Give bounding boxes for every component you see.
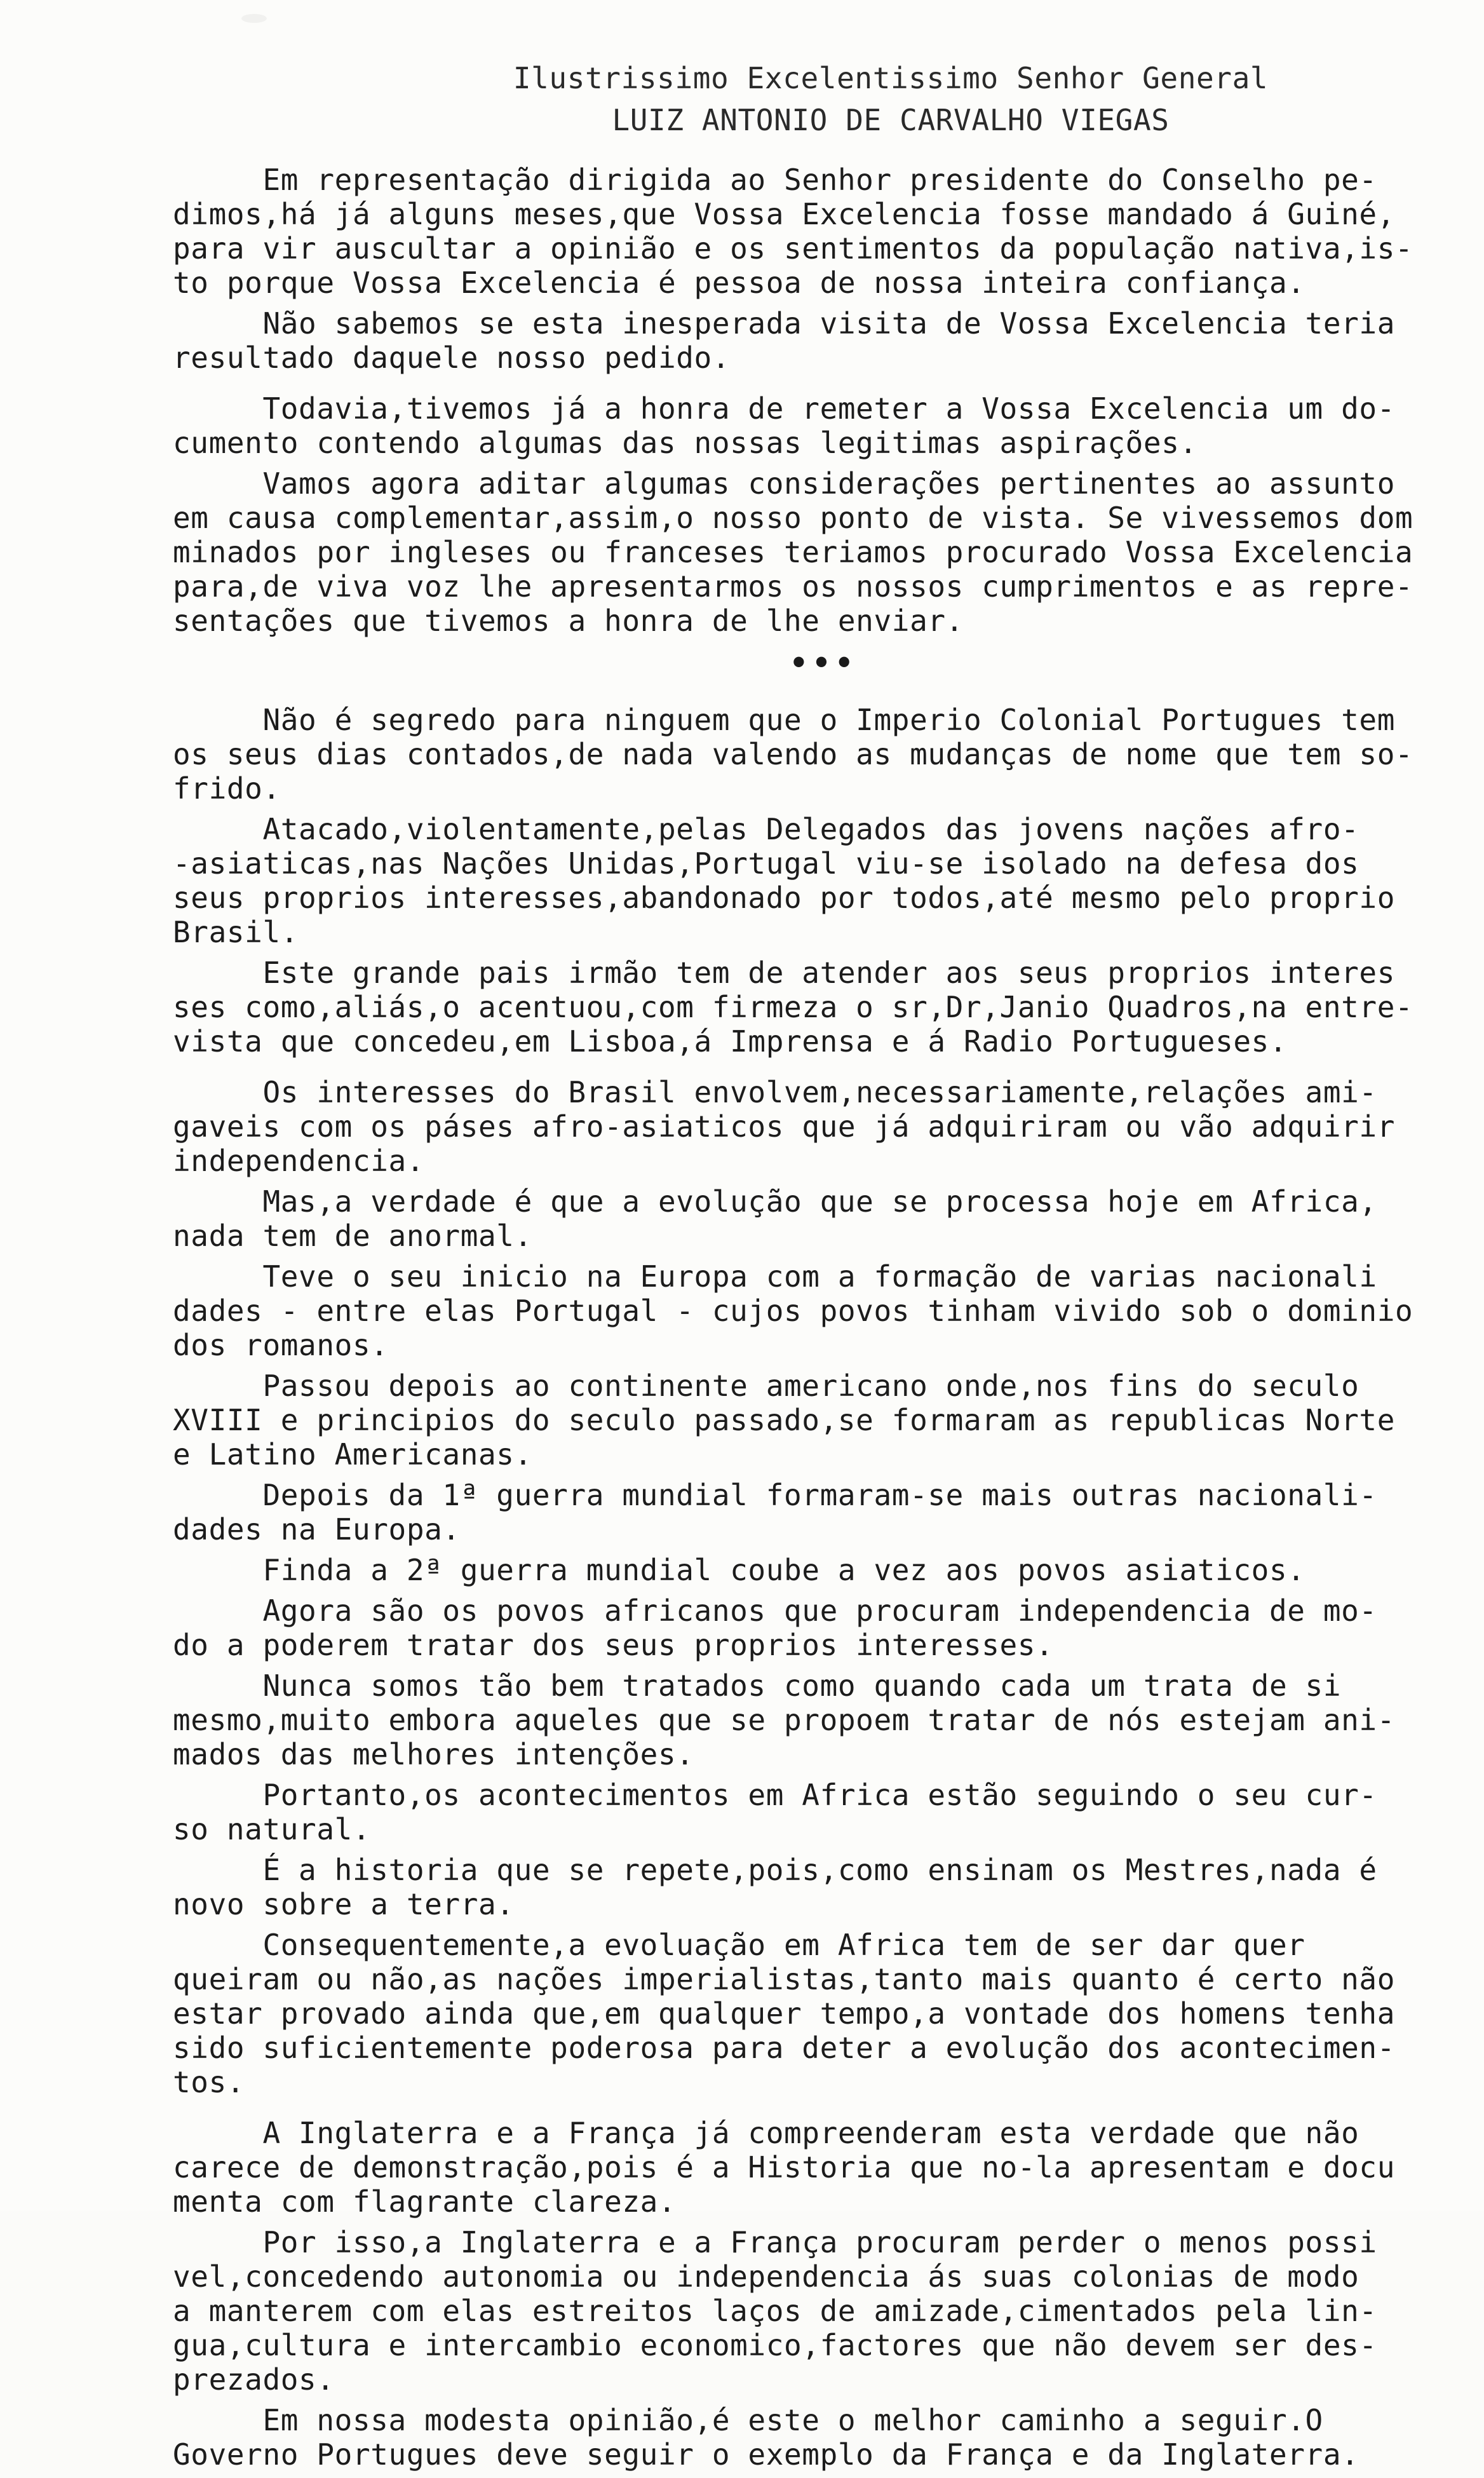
paragraph xyxy=(173,391,1475,460)
text-line: Não é segredo para ninguem que o Imperio Colonial Portugues tem xyxy=(173,703,1396,737)
text-line: Depois da 1ª guerra mundial formaram-se mais outras nacionali- xyxy=(173,1478,1377,1512)
salutation: Ilustrissimo Excelentissimo Senhor General xyxy=(513,61,1269,95)
text-line: mesmo,muito embora aqueles que se propoem tratar de nós estejam ani- xyxy=(173,1703,1396,1737)
text-line: Os interesses do Brasil envolvem,necessariamente,relações ami- xyxy=(173,1075,1377,1109)
text-line: menta com flagrante clareza. xyxy=(173,2184,677,2219)
text-line: ses como,aliás,o acentuou,com firmeza o sr,Dr,Janio Quadros,na entre- xyxy=(173,990,1413,1024)
text-line: do a poderem tratar dos seus proprios interesses. xyxy=(173,1628,1054,1662)
paragraph xyxy=(173,1928,1475,2099)
text-line: Por isso,a Inglaterra e a França procuram perder o menos possi xyxy=(173,2225,1377,2259)
text-line: Em representação dirigida ao Senhor presidente do Conselho pe- xyxy=(173,163,1377,197)
text-line: Portanto,os acontecimentos em Africa estão seguindo o seu cur- xyxy=(173,1778,1377,1812)
text-line: carece de demonstração,pois é a Historia que no-la apresentam e docu xyxy=(173,2150,1396,2184)
paragraph xyxy=(173,703,1475,806)
text-line: minados por ingleses ou franceses teriamos procurado Vossa Excelencia xyxy=(173,535,1413,569)
text-line: so natural. xyxy=(173,1812,371,1846)
text-line: gua,cultura e intercambio economico,factores que não devem ser des- xyxy=(173,2328,1377,2362)
text-line: dades - entre elas Portugal - cujos povos tinham vivido sob o dominio xyxy=(173,1294,1413,1328)
paragraph xyxy=(173,2403,1475,2472)
text-line: Governo Portugues deve seguir o exemplo da França e da Inglaterra. xyxy=(173,2437,1359,2472)
text-line: Nunca somos tão bem tratados como quando cada um trata de si xyxy=(173,1669,1342,1703)
paragraph xyxy=(173,812,1475,949)
text-line: -asiaticas,nas Nações Unidas,Portugal viu-se isolado na defesa dos xyxy=(173,846,1359,881)
text-line: seus proprios interesses,abandonado por todos,até mesmo pelo proprio xyxy=(173,881,1396,915)
paragraph xyxy=(173,1075,1475,1178)
text-line: XVIII e principios do seculo passado,se formaram as republicas Norte xyxy=(173,1403,1396,1437)
text-line: dimos,há já alguns meses,que Vossa Excelencia fosse mandado á Guiné, xyxy=(173,197,1396,231)
paragraph xyxy=(173,1259,1475,1362)
paragraph xyxy=(173,466,1475,638)
text-line: estar provado ainda que,em qualquer tempo,a vontade dos homens tenha xyxy=(173,1996,1396,2031)
paragraph xyxy=(173,1778,1475,1846)
text-line: sentações que tivemos a honra de lhe enviar. xyxy=(173,604,964,638)
text-line: Agora são os povos africanos que procuram independencia de mo- xyxy=(173,1594,1377,1628)
text-line: independencia. xyxy=(173,1144,425,1178)
text-line: os seus dias contados,de nada valendo as mudanças de nome que tem so- xyxy=(173,737,1413,771)
text-line: prezados. xyxy=(173,2362,335,2397)
text-line: tos. xyxy=(173,2065,245,2099)
addressee-name: LUIZ ANTONIO DE CARVALHO VIEGAS xyxy=(612,103,1170,137)
paragraph xyxy=(173,1669,1475,1771)
text-line: Mas,a verdade é que a evolução que se processa hoje em Africa, xyxy=(173,1184,1377,1219)
text-line: novo sobre a terra. xyxy=(173,1887,515,1921)
text-line: para,de viva voz lhe apresentarmos os nossos cumprimentos e as repre- xyxy=(173,569,1413,604)
paragraph xyxy=(173,163,1475,300)
paragraph xyxy=(173,306,1475,375)
text-line: Este grande pais irmão tem de atender aos seus proprios interes xyxy=(173,956,1396,990)
text-line: cumento contendo algumas das nossas legitimas aspirações. xyxy=(173,426,1197,460)
typewritten-letter xyxy=(173,61,1475,2478)
paragraph xyxy=(173,1853,1475,1921)
text-line: gaveis com os páses afro-asiaticos que já adquiriram ou vão adquirir xyxy=(173,1109,1396,1144)
text-line: Em nossa modesta opinião,é este o melhor caminho a seguir.O xyxy=(173,2403,1323,2437)
text-line: Atacado,violentamente,pelas Delegados das jovens nações afro- xyxy=(173,812,1359,846)
text-line: A Inglaterra e a França já compreenderam esta verdade que não xyxy=(173,2116,1359,2150)
text-line: e Latino Americanas. xyxy=(173,1437,532,1472)
text-line: Passou depois ao continente americano onde,nos fins do seculo xyxy=(173,1369,1359,1403)
text-line: Não sabemos se esta inesperada visita de Vossa Excelencia teria xyxy=(173,306,1396,341)
text-line: vel,concedendo autonomia ou independencia ás suas colonias de modo xyxy=(173,2259,1359,2294)
text-line: Finda a 2ª guerra mundial coube a vez aos povos asiaticos. xyxy=(173,1553,1305,1587)
text-line: dades na Europa. xyxy=(173,1512,461,1547)
paragraph xyxy=(173,956,1475,1059)
paragraph xyxy=(173,2225,1475,2397)
paragraph xyxy=(173,2116,1475,2219)
paper-mark xyxy=(241,14,267,23)
text-line: Brasil. xyxy=(173,915,299,949)
text-line: a manterem com elas estreitos laços de amizade,cimentados pela lin- xyxy=(173,2294,1377,2328)
text-line: em causa complementar,assim,o nosso ponto de vista. Se vivessemos dom xyxy=(173,501,1413,535)
text-line: vista que concedeu,em Lisboa,á Imprensa e á Radio Portugueses. xyxy=(173,1024,1288,1059)
paragraph xyxy=(173,1594,1475,1662)
text-line: dos romanos. xyxy=(173,1328,389,1362)
text-line: resultado daquele nosso pedido. xyxy=(173,341,731,375)
paragraph xyxy=(173,1553,1475,1587)
text-line: queiram ou não,as nações imperialistas,tanto mais quanto é certo não xyxy=(173,1962,1396,1996)
paragraph xyxy=(173,1478,1475,1547)
text-line: para vir auscultar a opinião e os sentimentos da população nativa,is- xyxy=(173,231,1413,266)
text-line: sido suficientemente poderosa para deter a evolução dos acontecimen- xyxy=(173,2031,1396,2065)
text-line: Todavia,tivemos já a honra de remeter a Vossa Excelencia um do- xyxy=(173,391,1396,426)
text-line: nada tem de anormal. xyxy=(173,1219,532,1253)
text-line: Consequentemente,a evoluação em Africa tem de ser dar quer xyxy=(173,1928,1305,1962)
text-line: Vamos agora aditar algumas considerações pertinentes ao assunto xyxy=(173,466,1396,501)
letter-body xyxy=(173,163,1475,2472)
section-separator: ••• xyxy=(790,646,858,680)
text-line: Teve o seu inicio na Europa com a formação de varias nacionali xyxy=(173,1259,1377,1294)
paragraph xyxy=(173,1184,1475,1253)
paragraph xyxy=(173,1369,1475,1472)
text-line: to porque Vossa Excelencia é pessoa de nossa inteira confiança. xyxy=(173,266,1305,300)
text-line: mados das melhores intenções. xyxy=(173,1737,694,1771)
text-line: frido. xyxy=(173,771,281,806)
text-line: É a historia que se repete,pois,como ensinam os Mestres,nada é xyxy=(173,1853,1377,1887)
